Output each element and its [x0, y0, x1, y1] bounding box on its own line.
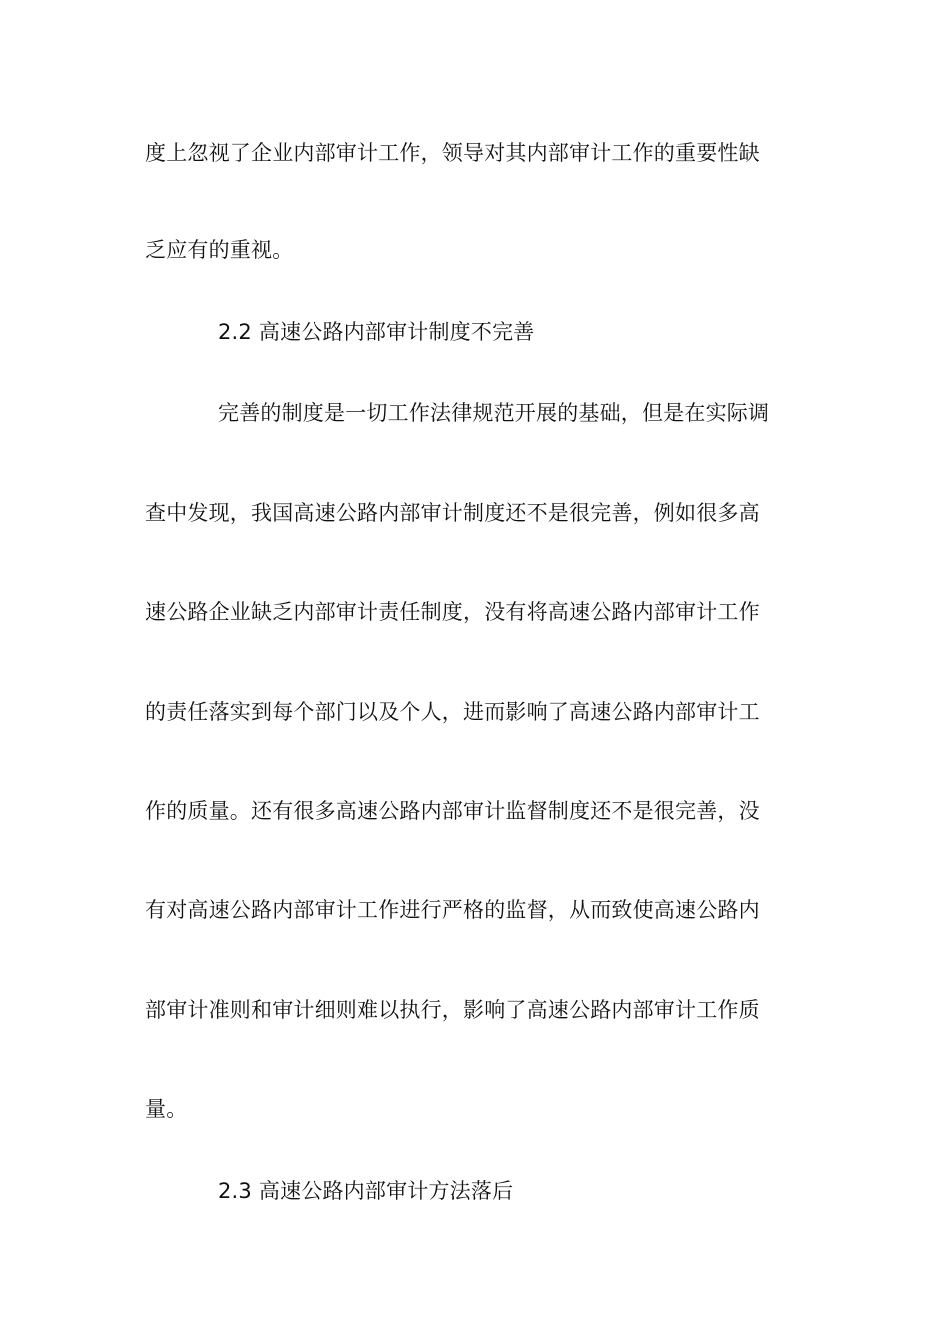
paragraph-line: 部审计准则和审计细则难以执行，影响了高速公路内部审计工作质	[145, 998, 760, 1022]
paragraph-line: 量。	[145, 1097, 188, 1121]
paragraph-line: 速公路企业缺乏内部审计责任制度，没有将高速公路内部审计工作	[145, 600, 760, 624]
paragraph-line: 作的质量。还有很多高速公路内部审计监督制度还不是很完善，没	[145, 799, 760, 823]
paragraph-line: 乏应有的重视。	[145, 238, 294, 262]
paragraph-line: 度上忽视了企业内部审计工作，领导对其内部审计工作的重要性缺	[145, 141, 760, 165]
paragraph-line: 完善的制度是一切工作法律规范开展的基础，但是在实际调	[218, 401, 770, 425]
paragraph-line: 查中发现，我国高速公路内部审计制度还不是很完善，例如很多高	[145, 501, 760, 525]
paragraph-line: 的责任落实到每个部门以及个人，进而影响了高速公路内部审计工	[145, 700, 760, 724]
paragraph-line: 有对高速公路内部审计工作进行严格的监督，从而致使高速公路内	[145, 898, 760, 922]
section-heading: 2.3 高速公路内部审计方法落后	[218, 1179, 514, 1203]
section-heading: 2.2 高速公路内部审计制度不完善	[218, 320, 535, 344]
